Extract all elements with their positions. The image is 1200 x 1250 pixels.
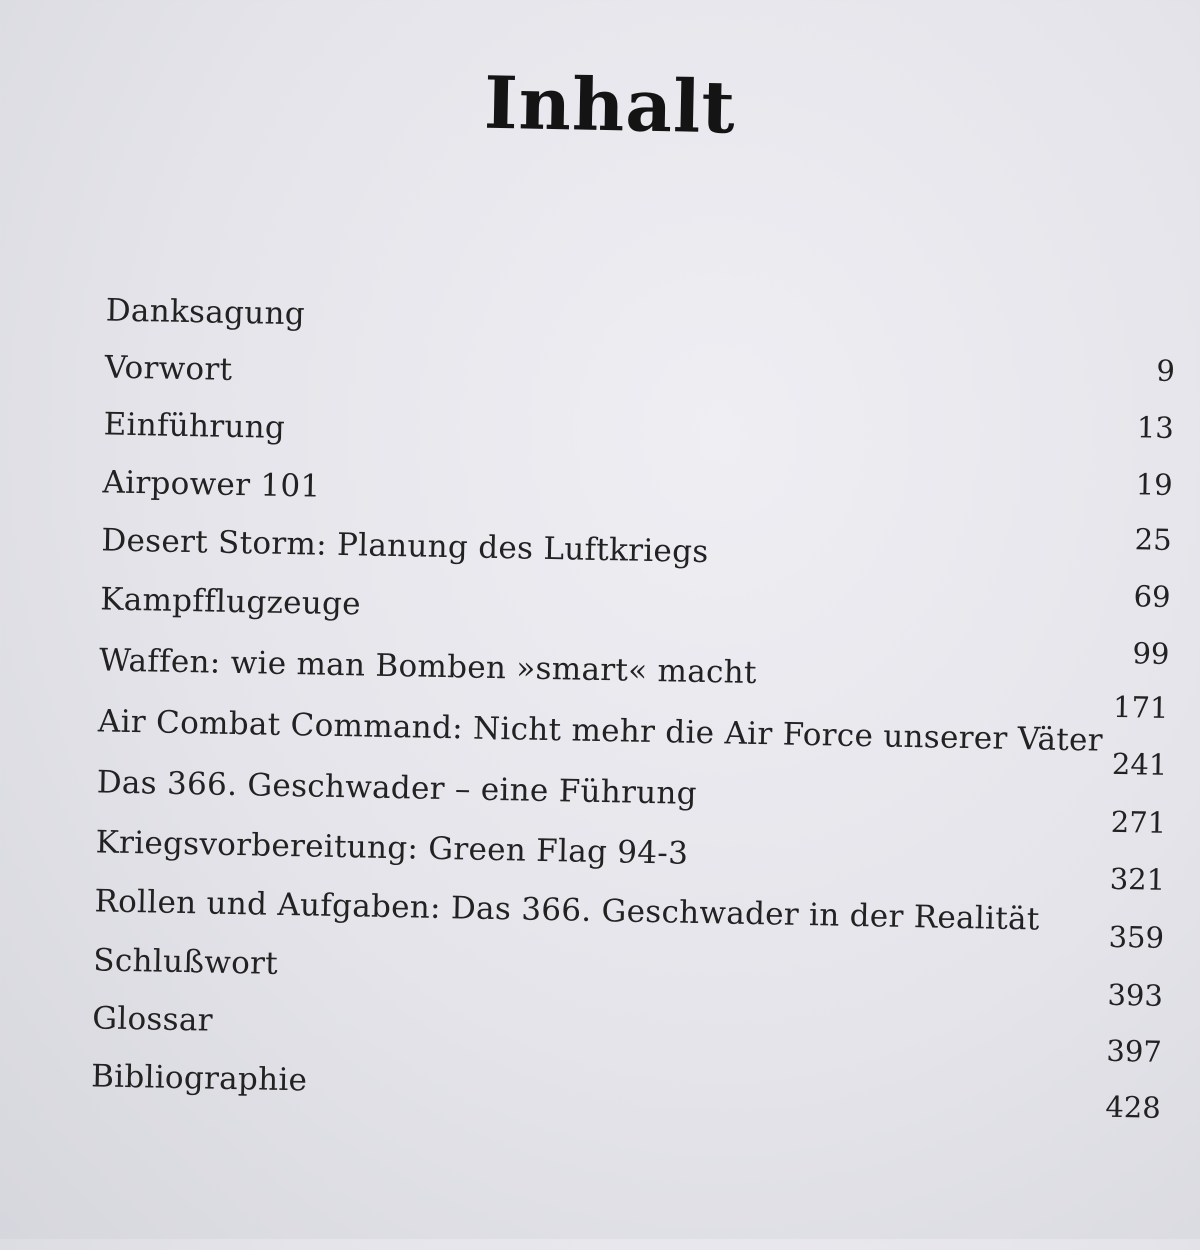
toc-entry-title: Rollen und Aufgaben: Das 366. Geschwader in der Realität [94,883,1040,938]
toc-entry-page: 25 [1134,522,1172,557]
toc-entry-title: Einführung [103,406,286,446]
toc-entry-page: 241 [1111,746,1168,782]
toc-entry-title: Vorwort [104,349,233,388]
toc-entry-title: Airpower 101 [102,464,321,505]
toc-entry-title: Glossar [91,1000,214,1039]
toc-entry-title: Waffen: wie man Bomben »smart« macht [98,642,758,692]
toc-entry-page: 171 [1112,689,1169,725]
toc-entry-title: Desert Storm: Planung des Luftkriegs [101,522,709,571]
toc-entry-page: 13 [1136,410,1175,445]
page-title: Inhalt [483,59,737,150]
toc-entry-page: 359 [1108,919,1165,955]
toc-entry-title: Bibliographie [90,1058,308,1099]
toc-entry-title: Kampfflugzeuge [99,581,362,623]
toc-entry-title: Kriegsvorbereitung: Green Flag 94-3 [95,824,689,872]
toc-entry-page: 428 [1105,1089,1162,1125]
toc-entry-page: 393 [1107,977,1164,1013]
toc-entry-page: 69 [1133,579,1171,614]
toc-entry-title: Danksagung [105,292,306,333]
toc-entry-page: 9 [1156,353,1176,388]
toc-entry-page: 19 [1135,467,1174,502]
toc-entry-page: 271 [1110,804,1167,840]
toc-entry-page: 99 [1132,636,1170,671]
toc-entry-page: 397 [1106,1033,1163,1069]
toc-entry-title: Schlußwort [93,942,279,982]
toc-entry-title: Das 366. Geschwader – eine Führung [96,764,698,812]
toc-entry-page: 321 [1109,861,1166,897]
toc-entry-title: Air Combat Command: Nicht mehr die Air Force unserer Väter [97,703,1104,759]
